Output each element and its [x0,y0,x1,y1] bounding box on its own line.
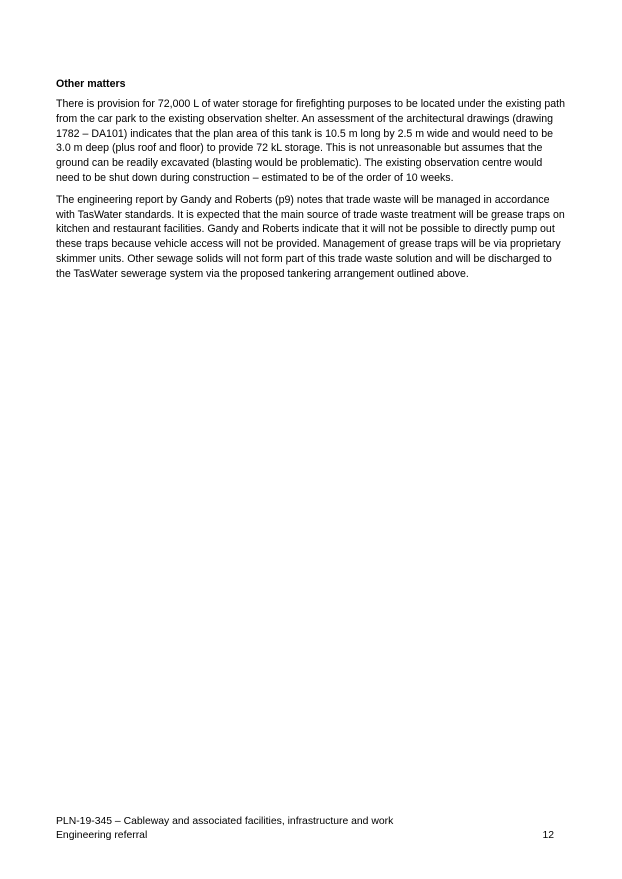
page-content [56,77,568,289]
footer-document-type: Engineering referral [56,830,148,841]
page-footer [56,815,554,843]
footer-bottom-row [56,829,554,843]
footer-document-title: PLN-19-345 – Cableway and associated facilities, infrastructure and work [56,816,394,827]
paragraph-water-storage: There is provision for 72,000 L of water storage for firefighting purposes to be located under the existing path from the car park to the existing observation shelter. An assessment of the architectural drawings (drawing 1782 – DA101) indicates that the plan area of this tank is 10.5 m long by 2.5 m wide and would need to be 3.0 m deep (plus roof and floor) to provide 72 kL storage. This is not unreasonable but assumes that the ground can be readily excavated (blasting would be problematic). The existing observation centre would need to be shut down during construction – estimated to be of the order of 10 weeks. [56,98,565,184]
paragraph-trade-waste: The engineering report by Gandy and Roberts (p9) notes that trade waste will be managed in accordance with TasWater standards. It is expected that the main source of trade waste treatment will be grease traps on kitchen and restaurant facilities. Gandy and Roberts indicate that it will not be possible to directly pump out these traps because vehicle access will not be provided. Management of grease traps will be via proprietary skimmer units. Other sewage solids will not form part of this trade waste solution and will be discharged to the TasWater sewerage system via the proposed tankering arrangement outlined above. [56,193,565,280]
section-heading: Other matters [56,78,126,90]
page-number: 12 [542,830,554,841]
